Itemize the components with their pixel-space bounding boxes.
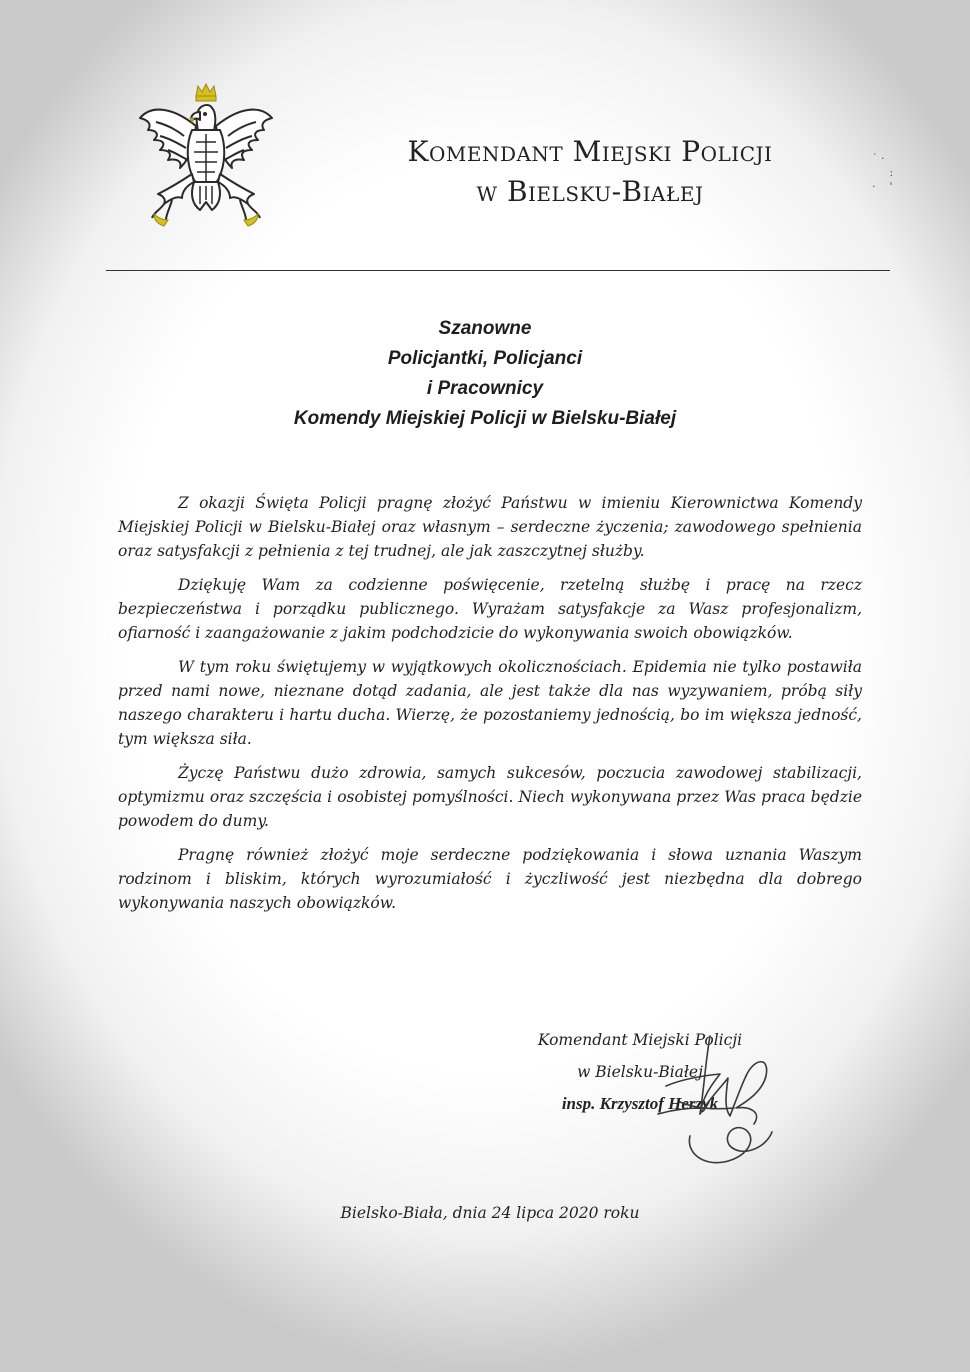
body-paragraph: Z okazji Święta Policji pragnę złożyć Państwu w imieniu Kierownictwa Komendy Miejskiej Policji w Bielsku-Białej oraz własnym – serdeczne życzenia; zawodowego spełnienia oraz satysfakcji z pełnienia z tej trudnej, ale jak zaszczytnej służby.	[118, 494, 862, 560]
body-paragraph: Życzę Państwu dużo zdrowia, samych sukcesów, poczucia zawodowej stabilizacji, optymizmu oraz szczęścia i osobistej pomyślności. Niech wykonywana przez Was praca będzie powodem do dumy.	[118, 764, 862, 830]
salutation	[135, 314, 835, 434]
office-line-1: Komendant Miejski Policji	[407, 135, 773, 168]
letter-body	[118, 491, 862, 925]
salutation-line: Policjantki, Policjanci	[387, 348, 583, 369]
handwritten-signature	[650, 1028, 780, 1173]
date-line: Bielsko-Biała, dnia 24 lipca 2020 roku	[340, 1204, 640, 1222]
signatory-name: insp. Krzysztof Herzyk	[561, 1094, 719, 1113]
office-line-2: w Bielsku-Białej	[476, 175, 704, 208]
body-paragraph: Pragnę również złożyć moje serdeczne podziękowania i słowa uznania Waszym rodzinom i bliskim, których wyrozumiałość i życzliwość jest niezbędna dla dobrego wykonywania naszych obowiązków.	[118, 846, 862, 912]
body-paragraph: W tym roku świętujemy w wyjątkowych okolicznościach. Epidemia nie tylko postawiła przed nami nowe, nieznane dotąd zadania, ale jest także dla nas wyzywaniem, próbą siły naszego charakteru i hartu ducha. Wierzę, że pozostaniemy jednością, bo im większa jedność, tym większa siła.	[118, 658, 862, 748]
scan-artifact: ˙ · : · '	[872, 152, 894, 193]
salutation-line: Komendy Miejskiej Policji w Bielsku-Białej	[293, 408, 677, 429]
salutation-line: Szanowne	[438, 318, 532, 339]
body-paragraph: Dziękuję Wam za codzienne poświęcenie, rzetelną służbę i pracę na rzecz bezpieczeństwa i porządku publicznego. Wyrażam satysfakcje za Wasz profesjonalizm, ofiarność i zaangażowanie z jakim podchodzicie do wykonywania swoich obowiązków.	[118, 576, 862, 642]
signatory-title-line-2: w Bielsku-Białej	[577, 1063, 703, 1081]
issuing-office-title	[340, 132, 840, 212]
white-eagle-emblem-icon	[134, 78, 278, 238]
salutation-line: i Pracownicy	[426, 378, 544, 399]
header-divider	[106, 270, 890, 271]
signatory-title-line-1: Komendant Miejski Policji	[537, 1031, 743, 1049]
